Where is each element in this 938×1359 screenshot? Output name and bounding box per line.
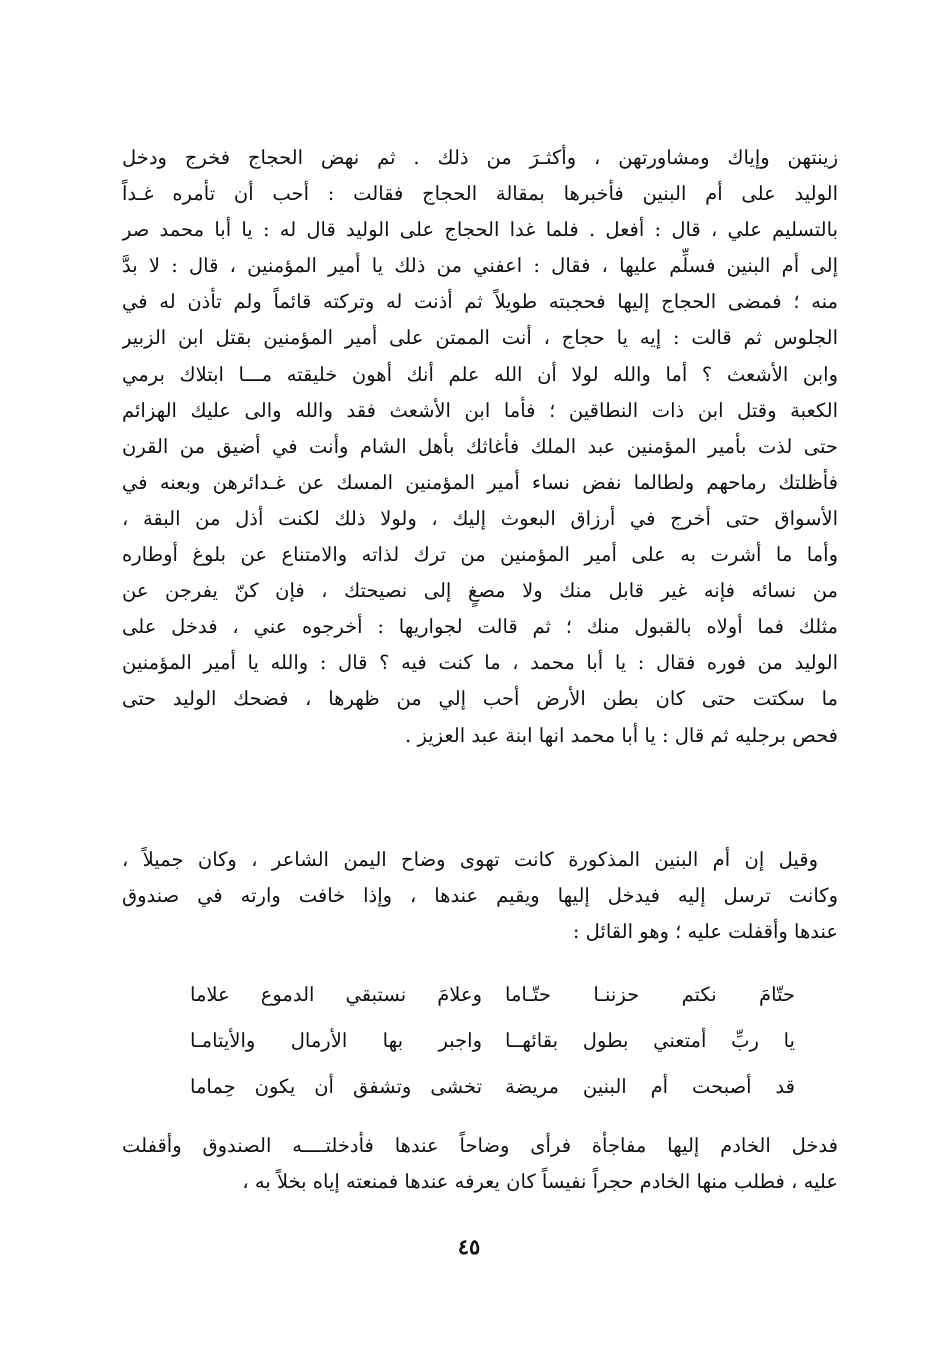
- text-line: إلى أم البنين فسلِّم عليها ، فقال : اعفني من ذلك يا أمير المؤمنين ، قال : لا بدَّ: [122, 254, 838, 278]
- paragraph-1: [122, 140, 838, 754]
- verse-first-hemistich: يا ربِّ أمتعني بطول بقائهــا: [505, 1029, 795, 1052]
- text-line: عندها وأقفلت عليه ؛ وهو القائل :: [572, 920, 838, 944]
- text-line: وابن الأشعث ؟ أما والله لولا أن الله علم أنك أهون خليقته مـــا ابتلاك برمي: [122, 362, 838, 386]
- text-line: منه ؛ فمضى الحجاج إليها فحجبته طويلاً ثم أذنت له وتركته قائماً ولم تأذن له في: [122, 290, 838, 314]
- text-line: من نسائه فإنه غير قابل منك ولا مصغٍ إلى نصيحتك ، فإن كنّ يفرجن عن: [122, 579, 838, 603]
- text-line: بالتسليم علي ، قال : أفعل . فلما غدا الحجاج على الوليد قال له : يا أبا محمد صر: [122, 218, 838, 242]
- text-line: الجلوس ثم قالت : إيه يا حجاج ، أنت الممتن على أمير المؤمنين بقتل ابن الزبير: [122, 326, 838, 350]
- verse-first-hemistich: قد أصبحت أم البنين مريضة: [505, 1075, 795, 1098]
- text-line: الوليد من فوره فقال : يا أبا محمد ، ما كنت فيه ؟ قال : والله يا أمير المؤمنين: [122, 651, 838, 675]
- text-line: وقيل إن أم البنين المذكورة كانت تهوى وضاح اليمن الشاعر ، وكان جميلاً ،: [122, 848, 818, 871]
- text-line: فأظلتك رماحهم ولطالما نفض نساء أمير المؤمنين المسك عن غـدائرهن وبعنه في: [122, 470, 838, 494]
- text-line: فحص برجليه ثم قال : يا أبا محمد انها ابنة عبد العزيز .: [405, 723, 838, 747]
- text-line: الأسواق حتى أخرج في أرزاق البعوث إليك ، ولولا ذلك لكنت أذل من البقة ،: [122, 506, 838, 530]
- text-line: حتى لذت بأمير المؤمنين عبد الملك فأغاثك بأهل الشام وأنت في أضيق من القرن: [122, 434, 838, 458]
- text-line: عليه ، فطلب منها الخادم حجراً نفيساً كان يعرفه عندها فمنعته إياه بخلاً به ،: [242, 1170, 838, 1194]
- poem-verse: [190, 1064, 795, 1110]
- text-line: الوليد على أم البنين فأخبرها بمقالة الحجاج فقالت : أحب أن تأمره غـداً: [122, 182, 838, 206]
- text-line: وكانت ترسل إليه فيدخل إليها ويقيم عندها ، وإذا خافت وارته في صندوق: [122, 884, 838, 908]
- poem-verse: [190, 1018, 795, 1064]
- text-line: ما سكتت حتى كان بطن الأرض أحب إلي من ظهرها ، فضحك الوليد حتى: [122, 687, 838, 711]
- text-line: فدخل الخادم إليها مفاجأة فرأى وضاحاً عندها فأدخلتــــه الصندوق وأقفلت: [122, 1134, 838, 1157]
- text-line: وأما ما أشرت به على أمير المؤمنين من ترك لذاته والامتناع عن بلوغ أوطاره: [122, 543, 838, 567]
- paragraph-3: [122, 1128, 838, 1200]
- page-number: ٤٥: [457, 1234, 481, 1259]
- poem: [190, 972, 795, 1110]
- paragraph-2: [122, 842, 838, 950]
- text-line: الكعبة وقتل ابن ذات النطاقين ؛ فأما ابن الأشعث فقد والله والى عليك الهزائم: [122, 398, 838, 422]
- text-line: زينتهن وإياك ومشاورتهن ، وأكثـرَ من ذلك . ثم نهض الحجاج فخرج ودخل: [122, 146, 838, 169]
- verse-second-hemistich: واجبر بها الأرمال والأيتامـا: [190, 1029, 482, 1052]
- poem-verse: [190, 972, 795, 1018]
- text-line: مثلك فما أولاه بالقبول منك ؛ ثم قالت لجواريها : أخرجوه عني ، فدخل على: [122, 615, 838, 639]
- verse-first-hemistich: حتّامَ نكتم حزننـا حتّـاما: [505, 983, 795, 1006]
- verse-second-hemistich: تخشى وتشفق أن يكون حِماما: [190, 1075, 482, 1098]
- verse-second-hemistich: وعلامَ نستبقي الدموع علاما: [190, 983, 482, 1006]
